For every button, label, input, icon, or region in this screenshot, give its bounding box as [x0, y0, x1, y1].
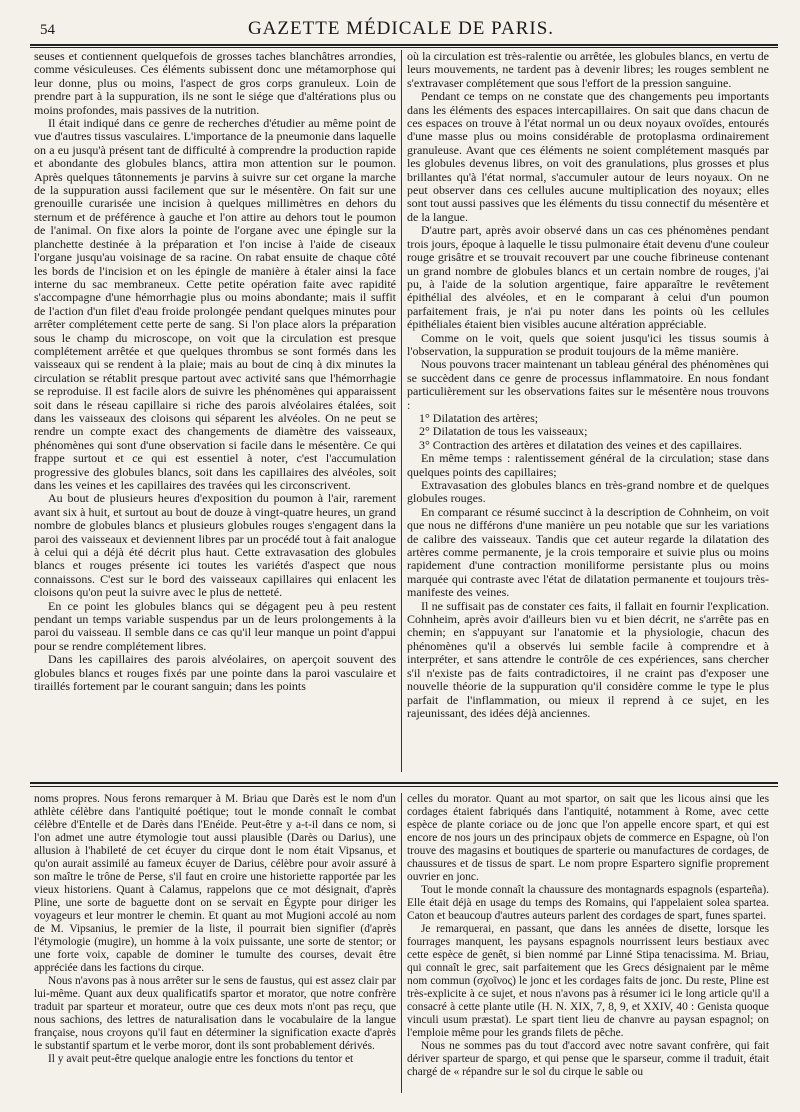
paragraph: Nous pouvons tracer maintenant un tableau général des phénomènes qui se succèdent dans ce genre de processus inflammatoire. En nous fondant particulièrement sur les observations faites sur le mésentère nous trouvons : [407, 357, 769, 412]
paragraph: Il y avait peut-être quelque analogie entre les fonctions du tentor et [48, 1053, 354, 1065]
paragraph: seuses et contiennent quelquefois de grosses taches blanchâtres arrondies, comme vésiculeuses. Ces éléments subissent donc une métamorphose qui leur donne, plus ou moins, l'aspect de gros corps granuleux. Loin de prendre part à la suppuration, ils ne sont le siége que d'altérations plus ou moins profondes, mais passives de la nutrition. [34, 49, 396, 117]
paragraph: Au bout de plusieurs heures d'exposition du poumon à l'air, rarement avant six à huit, et surtout au bout de douze à vingt-quatre heures, un grand nombre de globules blancs et plusieurs globules rouges s'engagent dans la paroi des vaisseaux et deviennent libres par un procédé tout à fait analogue à celui qui a déjà été décrit plus haut. Cette extravasation des globules blancs et rouges présente ici toutes les variétés d'aspect que nous connaissons. C'est sur le bord des vaisseaux capillaires qui enlacent les cloisons qu'on peut la suivre avec le plus de netteté. [34, 491, 396, 600]
paragraph: noms propres. Nous ferons remarquer à M. Briau que Darès est le nom d'un athlète célèbre dans l'antiquité poétique; tout le monde connaît le combat célèbre d'Entelle et de Darès dans l'Enéide. Peut-être y a-t-il dans ce nom, si l'on admet une autre étymologie tout aussi plausible (Darès ou Darius), une allusion à l'habileté de cet écuyer du cirque dont le nom était Vipsanus, et qu'on aurait assimilé au fameux écuyer de Darius, célèbre pour avoir assuré à son maître le trône de Perse, s'il faut en croire une historiette rapportée par les vieux historiens. Quant à Calamus, rappelons que ce mot désignait, d'après Pline, une sorte de baguette dont on se servait en Égypte pour diriger les voyageurs et leur montrer le chemin. Et quant au mot Mugioni accolé au nom de M. Vipsanius, le premier de la liste, il pourrait bien signifier (d'après l'étymologie (mugire), un homme à la voix puissante, une sorte de stentor; or une forte voix, capable de dominer le tumulte des courses, devait être appréciée dans les factions du cirque. [34, 793, 396, 974]
list-item: 1° Dilatation des artères; [419, 410, 539, 425]
paragraph: Extravasation des globules blancs en très-grand nombre et de quelques globules rouges. [407, 478, 769, 506]
paragraph: Dans les capillaires des parois alvéolaires, on aperçoit souvent des globules blancs et rouges fixés par une pointe dans la paroi vasculaire et tiraillés fortement par le courant sanguin; dans les points [34, 652, 396, 694]
paragraph: Nous n'avons pas à nous arrêter sur le sens de faustus, qui est assez clair par lui-même. Quant aux deux qualificatifs spartor et morator, que notre confrère traduit par sparteur et morateur, outre que ces deux mots n'ont pas reçu, que nous sachions, des lettres de naturalisation dans le vocabulaire de la langue française, nous croyons qu'il faut en déterminer la signification exacte d'après le substantif spartum et le verbe moror, dont ils sont probablement dérivés. [34, 975, 396, 1052]
journal-title: GAZETTE MÉDICALE DE PARIS. [247, 18, 555, 39]
paragraph: Nous ne sommes pas du tout d'accord avec notre savant confrère, qui fait dériver sparteur de spargo, et qui pense que le sparseur, comme il traduit, était chargé de « répandre sur le sol du cirque le sable ou [407, 1040, 769, 1078]
paragraph: Comme on le voit, quels que soient jusqu'ici les tissus soumis à l'observation, la suppuration se produit toujours de la même manière. [407, 330, 769, 358]
article-column-right [407, 50, 769, 772]
paragraph: où la circulation est très-ralentie ou arrêtée, les globules blancs, en vertu de leurs mouvements, ne tardent pas à devenir libres; les rouges semblent ne s'extravaser complétement que sous l'effort de la pression sanguine. [407, 49, 769, 90]
paragraph: Il était indiqué dans ce genre de recherches d'étudier au même point de vue d'autres tissus vasculaires. L'importance de la pneumonie dans laquelle on a eu jusqu'à présent tant de difficulté à comprendre la production rapide et abondante des globules blancs, attira mon attention sur le poumon. Après quelques tâtonnements je parvins à suivre sur cet organe la marche de la suppuration aussi facilement que sur le mésentère. On fait sur une grenouille curarisée une incision à quelques millimètres en dehors du sternum et de préférence à gauche et l'on attire au dehors tout le poumon de l'animal. On fixe alors la pointe de l'organe avec une épingle sur la planchette destinée à la préparation et l'on incise à l'aide de ciseaux l'organe jusqu'au voisinage de sa racine. On rabat ensuite de chaque côté les bords de l'incision et on les épingle de manière à étaler ainsi la face interne du sac membraneux. Cette petite opération faite avec rapidité s'accompagne d'une hémorrhagie plus ou moins abondante; mais il suffit de l'action d'un filet d'eau froide prolongée pendant quelques minutes pour arrêter complétement cette perte de sang. Si l'on place alors la préparation sous le champ du microscope, on voit que la circulation est presque complétement arrêtée et que quelques thrombus se sont formés dans les vaisseaux qui se rendent à la plaie; mais au bout de cinq à dix minutes la circulation se rétablit presque partout avec activité sans que l'hémorrhagie se reproduise. Il est facile alors de suivre les phénomènes qui apparaissent soit dans le réseau capillaire si riche des parois alvéolaires étalées, soit dans les vaisseaux des cloisons qui séparent les alvéoles. On ne peut se rendre un compte exact des changements de diamètre des vaisseaux, phénomènes qui sont d'une observation si facile dans le mésentère. Ce qui frappe surtout et ce qui est essentiel à noter, c'est l'accumulation progressive des globules blancs, soit dans les capillaires des alvéoles, soit dans les veines et les capillaires des travées qui les circonscrivent. [34, 116, 396, 492]
paragraph: celles du morator. Quant au mot spartor, on sait que les licous ainsi que les cordages étaient fabriqués dans l'antiquité, notamment à Rome, avec cette espèce de plante coriace ou de jonc que l'on appelle encore spart, et qui est encore de nos jours un des principaux objets de commerce en Espagne, où l'on trouve des magasins et boutiques de sparterie ou manufactures de cordages, de chaussures et de tissus de spart. Le nom propre Espartero signifie proprement ouvrier en jonc. [407, 793, 769, 883]
paragraph: Il ne suffisait pas de constater ces faits, il fallait en fournir l'explication. Cohnheim, après avoir d'ailleurs bien vu et bien décrit, ne s'arrête pas en chemin; en s'appuyant sur l'anatomie et la physiologie, chacun des phénomènes qu'il a observés lui semble facile à comprendre et à interpréter, et sans attendre le contrôle de ces expériences, sans chercher s'il n'existe pas de faits contradictoires, il ne craint pas d'exposer une nouvelle théorie de la suppuration qu'il considère comme le type le plus parfait de l'inflammation, ou mieux il reprend à ce sujet, en les rajeunissant, des idées déjà anciennes. [407, 598, 769, 720]
column-divider [401, 50, 402, 772]
list-item: 3° Contraction des artères et dilatation des veines et des capillaires. [419, 437, 743, 452]
article-column-left [34, 50, 396, 772]
paragraph: En ce point les globules blancs qui se dégagent peu à peu restent pendant un temps variable suspendus par un de leurs prolongements à la paroi du vaisseau. Il semble dans ce cas qu'il leur manque un point d'appui pour se rendre complétement libres. [34, 598, 396, 653]
paragraph: Tout le monde connaît la chaussure des montagnards espagnols (esparteña). Elle était déjà en usage du temps des Romains, qui l'appelaient solea spartea. Caton et beaucoup d'autres auteurs parlent des cordages de spart, funes spartei. [407, 884, 769, 922]
feuilleton-column-left [34, 793, 396, 1093]
paragraph: En même temps : ralentissement général de la circulation; stase dans quelques points des capillaires; [407, 451, 769, 479]
paragraph: D'autre part, après avoir observé dans un cas ces phénomènes pendant trois jours, époque à laquelle le tissu pulmonaire était devenu d'une couleur rouge grisâtre et se trouvait recouvert par une couche fibrineuse contenant un grand nombre de globules blancs et un certain nombre de rouges, j'ai pu, à l'aide de la solution argentique, faire apparaître le revêtement épithélial des alvéoles, et en le comparant à celui d'un poumon parfaitement frais, je n'ai pu noter dans les points où les cellules épithéliales étaient bien visibles aucune altération appréciable. [407, 223, 769, 332]
section-rule [30, 782, 778, 784]
section-rule-thin [30, 786, 778, 787]
header-rule [30, 44, 778, 46]
column-divider [401, 793, 402, 1093]
paragraph: Je remarquerai, en passant, que dans les années de disette, lorsque les fourrages manquent, les paysans espagnols nourrissent leurs bestiaux avec cette espèce de genêt, si bien nommé par Linné Stipa tenacissima. M. Briau, qui connaît le grec, sait parfaitement que les Grecs désignaient par le même nom commun (σχοῖνος) le jonc et les cordages faits de jonc. Du reste, Pline est très-explicite à ce sujet, et nous n'avons pas à résumer ici le long article qu'il a consacré à cette plante utile (H. N. XIX, 7, 8, 9, et XXIV, 40 : Genista quoque vinculi usum præstat). Le spart tient lieu de chanvre au paysan espagnol; on l'emploie même pour les grands filets de pêche. [407, 923, 769, 1039]
page-number: 54 [40, 22, 55, 38]
feuilleton-column-right [407, 793, 769, 1093]
list-item: 2° Dilatation de tous les vaisseaux; [419, 424, 588, 439]
header-rule-thin [30, 47, 778, 48]
page-header [30, 12, 772, 44]
paragraph: Pendant ce temps on ne constate que des changements peu importants dans les éléments des espaces intercapillaires. On sait que dans chacun de ces espaces on trouve à l'état normal un ou deux noyaux ovoïdes, entourés d'une masse plus ou moins considérable de protoplasma ordinairement granuleuse. Avant que ces éléments ne soient complétement masqués par les globules devenus libres, on voit des granulations, plus grosses et plus brillantes qu'à l'état normal, s'accumuler autour de leurs noyaux. On ne peut observer dans ces cellules aucune multiplication des noyaux; elles sont tout aussi passives que les éléments du tissu connectif du mésentère et de la langue. [407, 89, 769, 224]
paragraph: En comparant ce résumé succinct à la description de Cohnheim, on voit que nous ne différons d'une manière un peu notable que sur les variations de calibre des vaisseaux. Tandis que cet auteur regarde la dilatation des artères comme permanente, je la crois temporaire et suivie plus ou moins rapidement d'une contraction moniliforme persistante plus ou moins marquée qui contraste avec l'état de dilatation permanente et toujours très-manifeste des veines. [407, 504, 769, 600]
